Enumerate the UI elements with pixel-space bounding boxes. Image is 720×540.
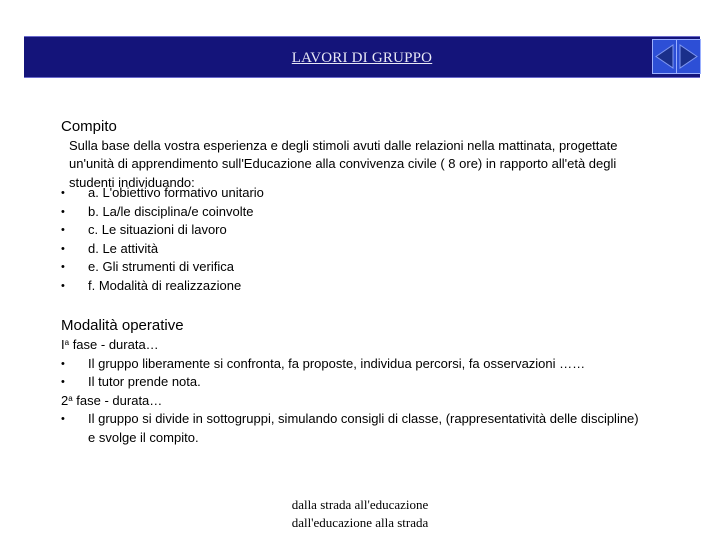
list-item-text: b. La/le disciplina/e coinvolte — [88, 203, 254, 219]
list-item — [61, 221, 264, 240]
intro-line: un'unità di apprendimento sull'Educazione alla convivenza civile ( 8 ore) in rapporto all'età degli — [69, 156, 617, 172]
intro-line: studenti individuando: — [69, 174, 195, 190]
list-item-continuation: e svolge il compito. — [88, 429, 199, 445]
fase-1-heading — [61, 336, 691, 355]
fase-2-heading — [61, 392, 691, 411]
bullet-icon: • — [61, 187, 65, 199]
arrow-right-icon — [676, 39, 701, 74]
footer-line: dalla strada all'educazione — [291, 497, 429, 512]
bullet-icon: • — [61, 279, 65, 292]
list-item — [61, 203, 264, 222]
fase-label: fase - durata… — [69, 337, 159, 352]
bullet-icon: • — [61, 205, 65, 218]
fase-number: I — [61, 337, 65, 352]
bullet-icon: • — [61, 357, 65, 370]
list-item-text: Il tutor prende nota. — [88, 374, 201, 390]
list-item — [61, 240, 264, 259]
bullet-icon: • — [61, 261, 65, 274]
intro-line: Sulla base della vostra esperienza e degli stimoli avuti dalle relazioni nella mattinata, progettate — [69, 138, 618, 153]
title-bar — [24, 36, 700, 78]
bullet-icon: • — [61, 242, 65, 255]
list-item — [61, 373, 691, 392]
fase-number: 2 — [61, 392, 69, 408]
compito-heading: Compito — [61, 118, 117, 135]
list-item — [61, 258, 264, 277]
list-item — [61, 184, 264, 203]
list-item-text: a. L'obiettivo formativo unitario — [88, 185, 264, 200]
list-item — [61, 410, 691, 429]
compito-list — [61, 184, 264, 296]
list-item-text: f. Modalità di realizzazione — [88, 277, 242, 293]
footer — [0, 496, 720, 532]
list-item-text: e. Gli strumenti di verifica — [88, 259, 234, 275]
fase-ordinal: a — [68, 393, 73, 403]
previous-slide-button[interactable] — [652, 39, 677, 74]
footer-line: dall'educazione alla strada — [291, 515, 429, 530]
bullet-icon: • — [61, 413, 65, 426]
fase-label: fase - durata… — [72, 392, 163, 408]
list-item-text: d. Le attività — [88, 240, 159, 256]
modalita-heading: Modalità operative — [61, 317, 184, 334]
next-slide-button[interactable] — [676, 39, 701, 74]
fase-ordinal: a — [64, 338, 70, 347]
bullet-icon: • — [61, 224, 65, 237]
modalita-content — [61, 336, 691, 448]
bullet-icon: • — [61, 376, 65, 389]
list-item — [61, 355, 691, 374]
list-item-text: Il gruppo si divide in sottogruppi, simulando consigli di classe, (rappresentatività delle discipline) — [88, 411, 639, 427]
list-item-text: Il gruppo liberamente si confronta, fa proposte, individua percorsi, fa osservazioni …… — [88, 355, 586, 371]
slide-title: LAVORI DI GRUPPO — [291, 50, 433, 66]
list-item — [61, 277, 264, 296]
arrow-left-icon — [652, 39, 677, 74]
list-item-text: c. Le situazioni di lavoro — [88, 222, 227, 238]
